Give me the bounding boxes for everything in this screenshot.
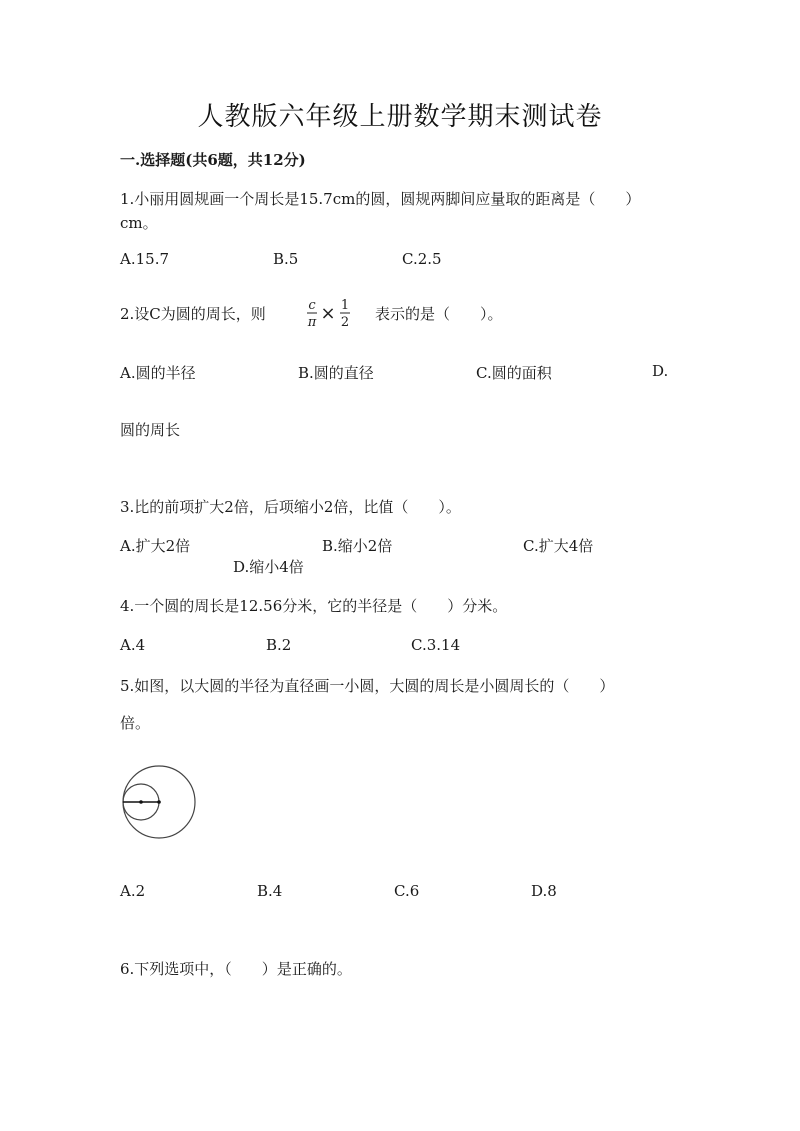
q4-option-b: B.2 [266, 636, 292, 654]
formula-numerator-c: c [308, 298, 316, 313]
q3-option-c: C.扩大4倍 [523, 537, 594, 555]
q2-option-a: A.圆的半径 [120, 364, 196, 382]
question-2-text: 2.设C为圆的周长，则 [120, 305, 266, 323]
formula-denominator-pi: π [307, 315, 317, 330]
q4-option-a: A.4 [120, 636, 146, 654]
section-heading: 一.选择题(共6题，共12分) [120, 151, 306, 169]
formula-times-sign: × [320, 303, 336, 324]
q1-option-c: C.2.5 [402, 250, 442, 268]
question-4-text: 4.一个圆的周长是12.56分米，它的半径是（ ）分米。 [120, 597, 508, 615]
q2-option-b: B.圆的直径 [298, 364, 374, 382]
q3-option-b: B.缩小2倍 [322, 537, 393, 555]
q5-option-a: A.2 [120, 882, 146, 900]
circles-diagram [118, 762, 200, 842]
q2-option-c: C.圆的面积 [476, 364, 552, 382]
q1-option-a: A.15.7 [120, 250, 169, 268]
q2-option-d-cont: 圆的周长 [120, 421, 181, 439]
formula-numerator-1: 1 [340, 298, 350, 313]
question-3-text: 3.比的前项扩大2倍，后项缩小2倍，比值（ ）。 [120, 498, 461, 516]
q5-option-d: D.8 [531, 882, 557, 900]
q4-option-c: C.3.14 [411, 636, 461, 654]
small-circle-center-dot [139, 800, 143, 804]
question-1-text-cont: cm。 [120, 214, 158, 232]
q2-option-d: D. [652, 362, 669, 380]
formula-denominator-2: 2 [340, 315, 350, 330]
formula-c-over-pi-times-half [306, 296, 356, 332]
question-6-text: 6.下列选项中，（ ）是正确的。 [120, 960, 352, 978]
q3-option-d: D.缩小4倍 [233, 558, 304, 576]
q1-option-b: B.5 [273, 250, 299, 268]
q5-option-c: C.6 [394, 882, 420, 900]
page-title: 人教版六年级上册数学期末测试卷 [197, 102, 603, 132]
question-5-text: 5.如图，以大圆的半径为直径画一小圆，大圆的周长是小圆周长的（ ） [120, 677, 615, 695]
question-1-text: 1.小丽用圆规画一个周长是15.7cm的圆，圆规两脚间应量取的距离是（ ） [120, 190, 641, 208]
question-5-text-cont: 倍。 [120, 714, 151, 732]
question-2-text-suffix: 表示的是（ ）。 [375, 305, 503, 323]
q3-option-a: A.扩大2倍 [120, 537, 191, 555]
large-circle-center-dot [157, 800, 161, 804]
q5-option-b: B.4 [257, 882, 283, 900]
